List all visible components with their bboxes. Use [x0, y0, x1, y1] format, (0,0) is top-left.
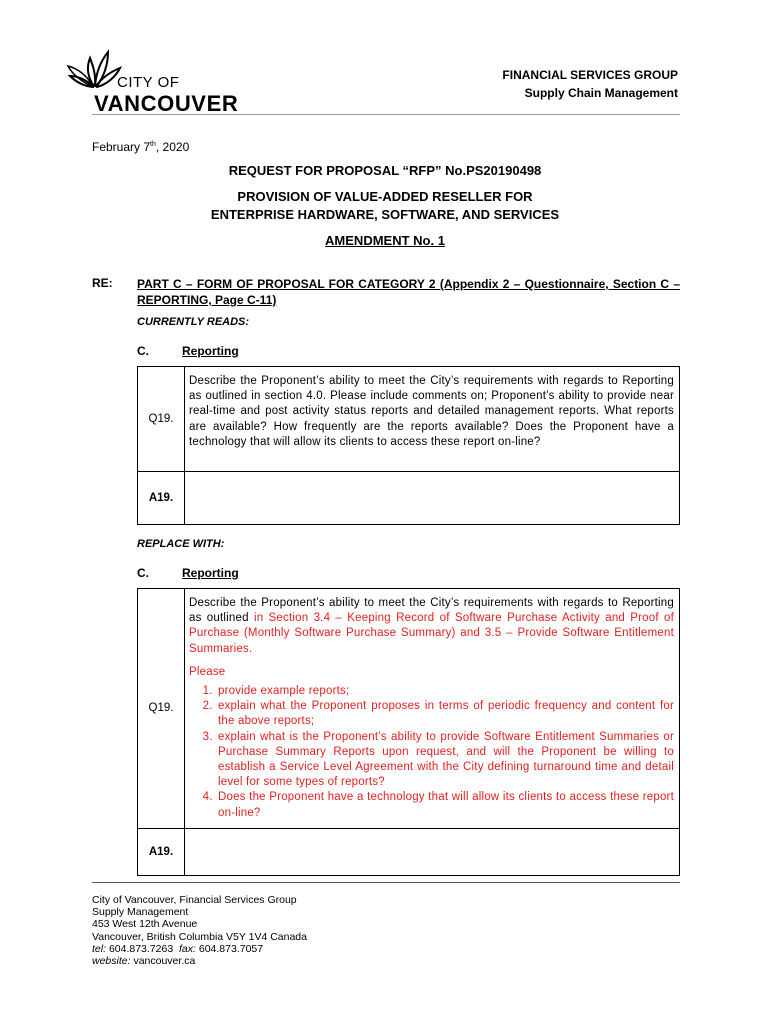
question-text: [185, 589, 680, 829]
current-question-table: [137, 366, 680, 525]
question-label: Q19.: [138, 367, 185, 472]
header-divider: [92, 114, 680, 115]
answer-field[interactable]: [185, 828, 680, 875]
re-label: RE:: [92, 276, 113, 290]
section-letter: C.: [137, 566, 149, 580]
footer-phone: tel: 604.873.7263 fax: 604.873.7057: [92, 942, 264, 955]
section-title: Reporting: [182, 344, 239, 358]
footer-org: City of Vancouver, Financial Services Group: [92, 894, 297, 906]
please-label: Please: [189, 665, 226, 678]
requirement-list: [189, 684, 674, 821]
department-block: [502, 66, 678, 102]
list-item: 1. provide example reports;: [216, 684, 674, 699]
replace-with-heading: REPLACE WITH:: [137, 538, 225, 550]
logo-vancouver-text: VANCOUVER: [94, 91, 239, 116]
answer-label: A19.: [138, 472, 185, 525]
question-intro-amended: in Section 3.4 – Keeping Record of Software Purchase Activity and Proof of Purchase (Monthly Software Purchase Summary) and 3.5 – Provide Software Entitlement Summaries.: [189, 612, 674, 655]
answer-label: A19.: [138, 828, 185, 875]
replacement-question-table: [137, 588, 680, 876]
table-row: [138, 367, 680, 472]
question-label: Q19.: [138, 589, 185, 829]
table-row: [138, 589, 680, 829]
question-intro: Describe the Proponent’s ability to meet the City’s requirements with regards to Reporting as outlined: [189, 597, 674, 625]
division-name: Supply Chain Management: [524, 86, 678, 100]
section-letter: C.: [137, 344, 149, 358]
re-subject: PART C – FORM OF PROPOSAL FOR CATEGORY 2 (Appendix 2 – Questionnaire, Section C – REPORTING, Page C-11): [137, 277, 680, 307]
project-title-line2: ENTERPRISE HARDWARE, SOFTWARE, AND SERVICES: [210, 207, 560, 222]
footer-divider: [92, 882, 680, 883]
document-date: February 7th, 2020: [92, 140, 190, 154]
list-item: 2. explain what the Proponent proposes in terms of periodic frequency and content for the above reports;: [216, 699, 674, 729]
question-text: Describe the Proponent’s ability to meet the City’s requirements with regards to Reporting as outlined in section 4.0. Please include comments on; Proponent’s ability to provide near real-time and post activity status reports and detailed management reports. What reports are available? How frequently are the reports available? Does the Proponent have a technology that will allow its clients to access these report on-line?: [185, 367, 680, 472]
logo-city-text: CITY OF: [117, 74, 180, 91]
answer-field[interactable]: [185, 472, 680, 525]
list-item: 4. Does the Proponent have a technology that will allow its clients to access these report on-line?: [216, 790, 674, 820]
table-row: [138, 472, 680, 525]
footer-website: website: vancouver.ca: [92, 955, 196, 968]
section-title: Reporting: [182, 566, 239, 580]
project-title-line1: PROVISION OF VALUE-ADDED RESELLER FOR: [237, 189, 533, 204]
amendment-title: AMENDMENT No. 1: [325, 233, 445, 248]
table-row: [138, 828, 680, 875]
currently-reads-heading: CURRENTLY READS:: [137, 316, 250, 328]
footer-address: [92, 894, 307, 967]
city-logo: [66, 44, 246, 116]
list-item: 3. explain what is the Proponent’s ability to provide Software Entitlement Summaries or Purchase Summary Reports upon request, and will the Proponent be willing to establish a Service Level Agreement with the City defining turnaround time and detail level for some types of reports?: [216, 730, 674, 791]
footer-city: Vancouver, British Columbia V5Y 1V4 Canada: [92, 930, 307, 943]
footer-street: 453 West 12th Avenue: [92, 918, 198, 931]
department-name: FINANCIAL SERVICES GROUP: [502, 68, 678, 82]
rfp-title: REQUEST FOR PROPOSAL “RFP” No.PS20190498: [228, 163, 542, 178]
footer-unit: Supply Management: [92, 906, 189, 919]
